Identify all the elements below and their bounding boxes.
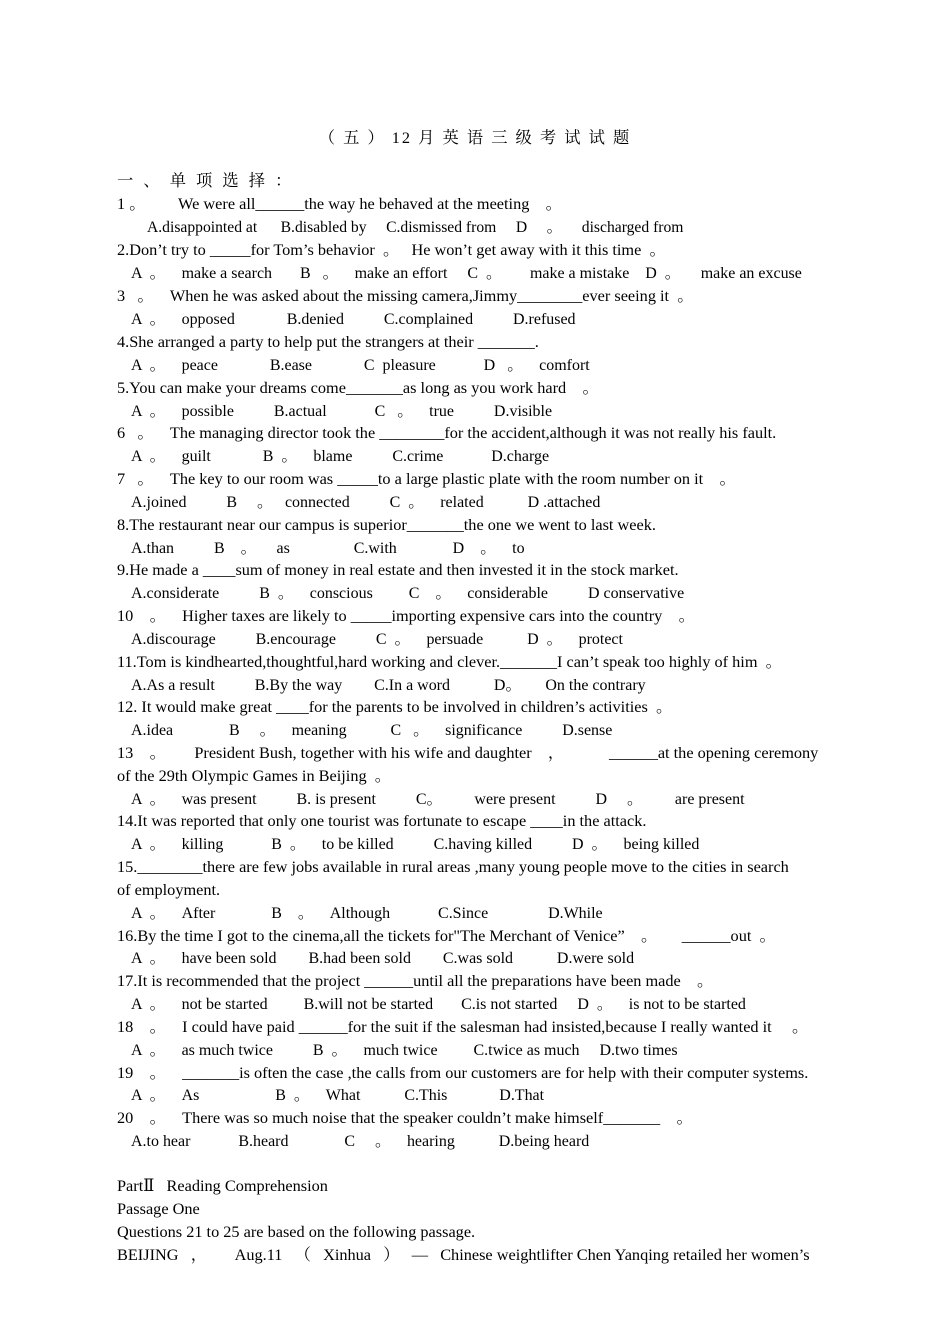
options-3: A 。 opposed B.denied C.complained D.refused xyxy=(131,309,576,328)
options-20: A.to hear B.heard C 。 hearing D.being heard xyxy=(131,1131,590,1150)
question-3: 3 。 When he was asked about the missing camera,Jimmy________ever seeing it 。 xyxy=(117,286,694,305)
options-5: A 。 possible B.actual C 。 true D.visible xyxy=(131,401,553,420)
question-20: 20 。 There was so much noise that the speaker couldn’t make himself_______ 。 xyxy=(117,1108,693,1127)
options-2: A 。 make a search B 。 make an effort C 。 make a mistake D 。 make an excuse xyxy=(131,263,802,282)
options-17: A 。 not be started B.will not be started C.is not started D 。 is not to be started xyxy=(131,994,746,1013)
options-7: A.joined B 。 connected C 。 related D .attached xyxy=(131,492,601,511)
passage-text: BEIJING ， Aug.11 （ Xinhua ） — Chinese weightlifter Chen Yanqing retailed her women’s xyxy=(117,1245,810,1264)
options-19: A 。 As B 。 What C.This D.That xyxy=(131,1085,545,1104)
question-13-cont: of the 29th Olympic Games in Beijing 。 xyxy=(117,766,392,785)
options-18: A 。 as much twice B 。 much twice C.twice as much D.two times xyxy=(131,1040,678,1059)
options-12: A.idea B 。 meaning C 。 significance D.sense xyxy=(131,720,613,739)
question-15: 15.________there are few jobs available in rural areas ,many young people move to the cities in search xyxy=(117,857,789,876)
passage-heading: Passage One xyxy=(117,1199,200,1218)
question-14: 14.It was reported that only one tourist was fortunate to escape ____in the attack. xyxy=(117,811,647,830)
question-11: 11.Tom is kindhearted,thoughtful,hard working and clever._______I can’t speak too highly of him 。 xyxy=(117,652,782,671)
question-18: 18 。 I could have paid ______for the suit if the salesman had insisted,because I really wanted it 。 xyxy=(117,1017,809,1036)
question-7: 7 。 The key to our room was _____to a large plastic plate with the room number on it 。 xyxy=(117,469,736,488)
question-17: 17.It is recommended that the project ______until all the preparations have been made 。 xyxy=(117,971,714,990)
question-2: 2.Don’t try to _____for Tom’s behavior 。 He won’t get away with it this time 。 xyxy=(117,240,666,259)
part-heading: PartⅡ Reading Comprehension xyxy=(117,1176,328,1195)
question-9: 9.He made a ____sum of money in real estate and then invested it in the stock market. xyxy=(117,560,679,579)
options-16: A 。 have been sold B.had been sold C.was sold D.were sold xyxy=(131,948,635,967)
question-12: 12. It would make great ____for the parents to be involved in children’s activities 。 xyxy=(117,697,673,716)
options-13: A 。 was present B. is present C。 were present D 。 are present xyxy=(131,789,745,808)
question-10: 10 。 Higher taxes are likely to _____importing expensive cars into the country 。 xyxy=(117,606,695,625)
question-15-cont: of employment. xyxy=(117,880,221,899)
passage-instructions: Questions 21 to 25 are based on the following passage. xyxy=(117,1222,476,1241)
options-11: A.As a result B.By the way C.In a word D。 On the contrary xyxy=(131,675,646,694)
options-6: A 。 guilt B 。 blame C.crime D.charge xyxy=(131,446,550,465)
question-1: 1 。 We were all______the way he behaved at the meeting 。 xyxy=(117,194,562,213)
options-1: A.disappointed at B.disabled by C.dismissed from D 。 discharged from xyxy=(147,217,684,236)
question-5: 5.You can make your dreams come_______as long as you work hard 。 xyxy=(117,378,599,397)
options-9: A.considerate B 。 conscious C 。 considerable D conservative xyxy=(131,583,685,602)
page-title: （ 五 ） 12 月 英 语 三 级 考 试 试 题 xyxy=(318,128,632,147)
question-19: 19 。 _______is often the case ,the calls from our customers are for help with their computer systems. xyxy=(117,1063,809,1082)
options-8: A.than B 。 as C.with D 。 to xyxy=(131,538,525,557)
options-14: A 。 killing B 。 to be killed C.having killed D 。 being killed xyxy=(131,834,700,853)
question-13: 13 。 President Bush, together with his wife and daughter ， ______at the opening ceremony xyxy=(117,743,819,762)
section-heading: 一 、 单 项 选 择 ： xyxy=(117,171,295,190)
question-6: 6 。 The managing director took the ________for the accident,although it was not really his fault. xyxy=(117,423,777,442)
options-4: A 。 peace B.ease C pleasure D 。 comfort xyxy=(131,355,590,374)
options-10: A.discourage B.encourage C 。 persuade D 。 protect xyxy=(131,629,623,648)
question-4: 4.She arranged a party to help put the strangers at their _______. xyxy=(117,332,539,351)
options-15: A 。 After B 。 Although C.Since D.While xyxy=(131,903,603,922)
question-8: 8.The restaurant near our campus is superior_______the one we went to last week. xyxy=(117,515,656,534)
question-16: 16.By the time I got to the cinema,all the tickets for"The Merchant of Venice” 。 ______out 。 xyxy=(117,926,776,945)
